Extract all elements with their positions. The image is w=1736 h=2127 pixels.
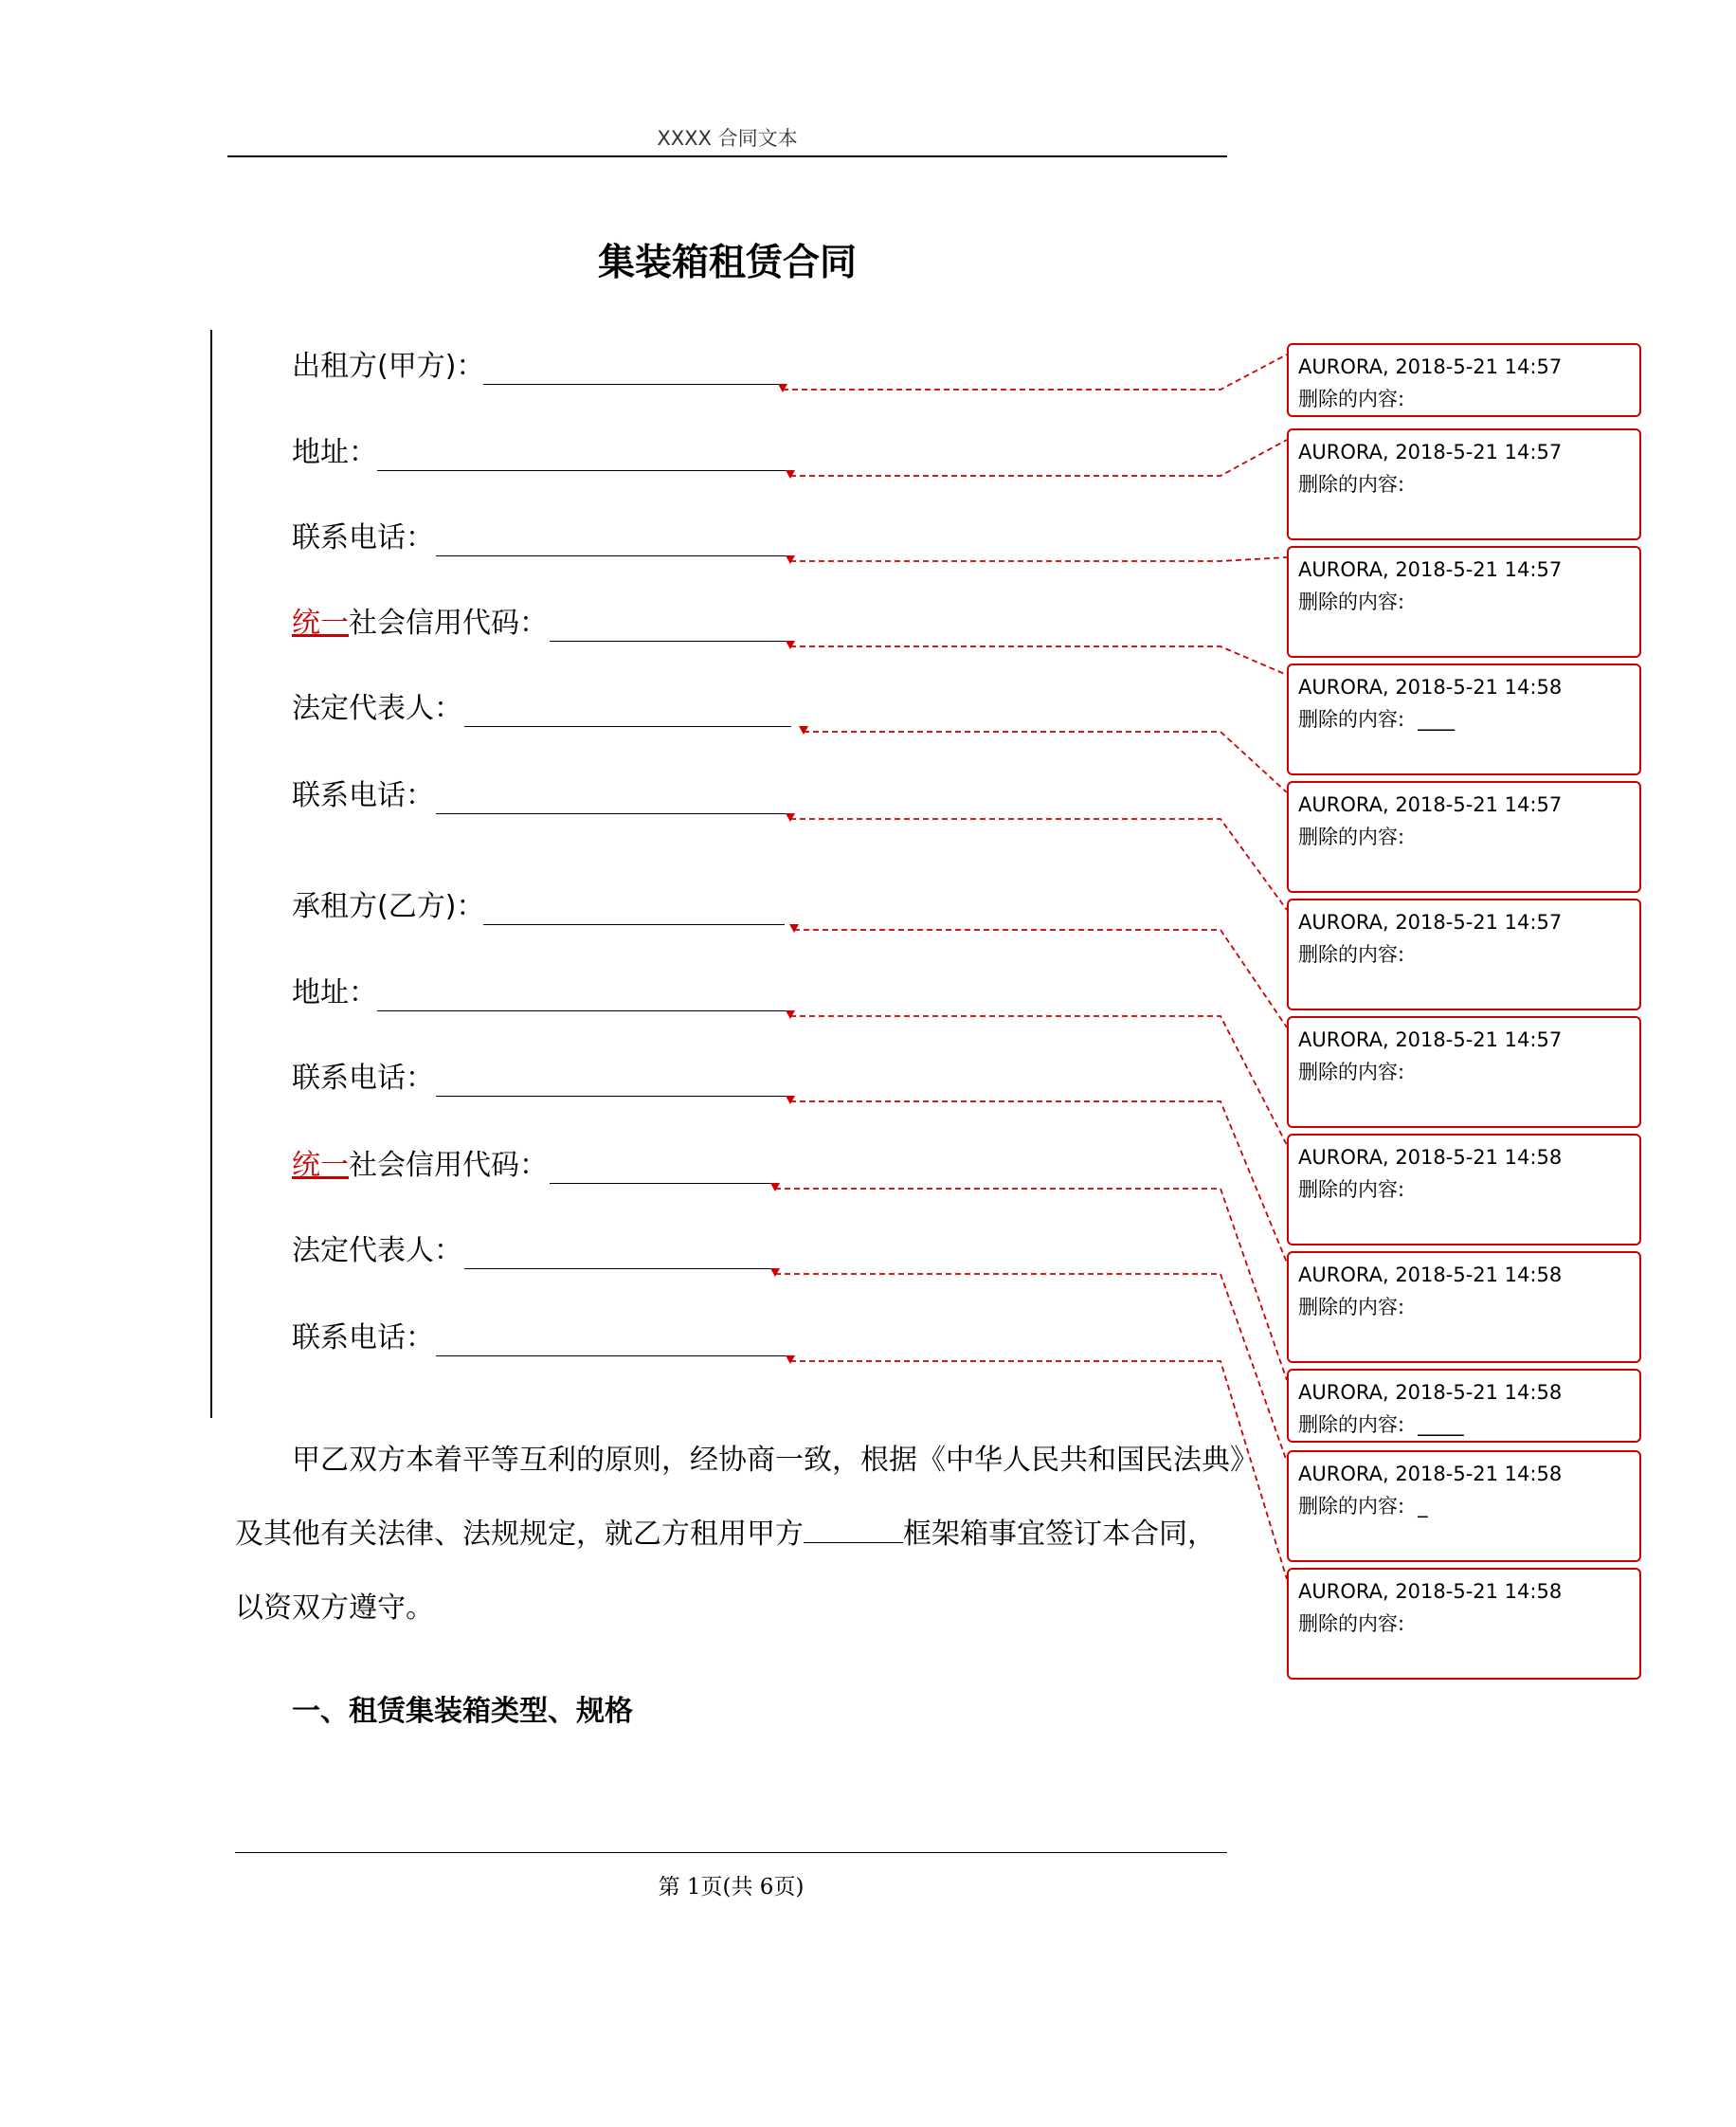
comment-label: 删除的内容: (1298, 1178, 1405, 1201)
comment-label: 删除的内容: (1298, 826, 1405, 848)
running-header: XXXX 合同文本 (657, 127, 798, 150)
comment-author-date: AURORA, 2018-5-21 14:58 (1298, 1463, 1563, 1485)
connector-line (775, 1189, 1287, 1380)
comment-body (1298, 1173, 1630, 1206)
field-label: 联系电话： (292, 1321, 434, 1354)
comment-label: 删除的内容: (1298, 1495, 1405, 1518)
inserted-text: 统一 (292, 607, 349, 640)
revision-comment[interactable] (1287, 1134, 1641, 1245)
revision-comment[interactable] (1287, 428, 1641, 540)
intro-line-3: 以资双方遵守。 (235, 1591, 434, 1625)
comment-label: 删除的内容: (1298, 708, 1405, 731)
comment-author-date: AURORA, 2018-5-21 14:58 (1298, 1381, 1563, 1404)
comment-label: 删除的内容: (1298, 473, 1405, 496)
comment-label: 删除的内容: (1298, 1296, 1405, 1318)
field-label: 统一社会信用代码： (292, 607, 548, 640)
deleted-content: _____ (1418, 1413, 1463, 1436)
comment-label: 删除的内容: (1298, 591, 1405, 613)
deleted-content: _ (1418, 1495, 1427, 1518)
comment-author-date: AURORA, 2018-5-21 14:57 (1298, 441, 1563, 464)
field-label: 联系电话： (292, 779, 434, 812)
field-label: 法定代表人： (292, 692, 462, 725)
connector-line (804, 732, 1287, 792)
connector-line (790, 1361, 1287, 1579)
connector-line (790, 1016, 1287, 1145)
connector-line (783, 354, 1287, 390)
field-label: 统一社会信用代码： (292, 1149, 548, 1182)
anchor-marker (789, 924, 799, 933)
comment-body (1298, 1409, 1630, 1441)
connector-line (775, 1274, 1287, 1462)
field-label: 法定代表人： (292, 1234, 462, 1267)
comment-body (1298, 1490, 1630, 1522)
comment-body (1298, 586, 1630, 618)
deleted-content: ____ (1418, 708, 1455, 731)
connector-line (790, 646, 1287, 675)
anchor-marker (786, 555, 795, 564)
section-heading: 一、租赁集装箱类型、规格 (292, 1695, 633, 1728)
comment-body (1298, 938, 1630, 971)
anchor-marker (786, 813, 795, 822)
intro-line-1: 甲乙双方本着平等互利的原则，经协商一致，根据《中华人民共和国民法典》 (292, 1444, 1258, 1477)
comment-label: 删除的内容: (1298, 388, 1405, 410)
comment-body (1298, 383, 1630, 415)
comment-body (1298, 1056, 1630, 1088)
footer-rule (235, 1852, 1227, 1853)
anchor-marker (770, 1183, 780, 1191)
comment-author-date: AURORA, 2018-5-21 14:57 (1298, 1028, 1563, 1051)
comment-author-date: AURORA, 2018-5-21 14:58 (1298, 1146, 1563, 1169)
comment-author-date: AURORA, 2018-5-21 14:58 (1298, 676, 1563, 699)
field-label: 地址： (292, 436, 377, 469)
comment-label: 删除的内容: (1298, 1061, 1405, 1083)
revision-comment[interactable] (1287, 1450, 1641, 1562)
comment-author-date: AURORA, 2018-5-21 14:58 (1298, 1580, 1563, 1603)
anchor-marker (778, 384, 787, 392)
anchor-marker (786, 1010, 795, 1019)
comment-author-date: AURORA, 2018-5-21 14:57 (1298, 558, 1563, 581)
revision-comment[interactable] (1287, 664, 1641, 775)
comment-author-date: AURORA, 2018-5-21 14:58 (1298, 1263, 1563, 1286)
comment-label: 删除的内容: (1298, 1612, 1405, 1635)
revision-comment[interactable] (1287, 343, 1641, 417)
connector-line (794, 930, 1287, 1027)
comment-author-date: AURORA, 2018-5-21 14:57 (1298, 911, 1563, 934)
field-label: 联系电话： (292, 521, 434, 554)
connector-line (790, 557, 1287, 561)
connector-line (790, 1101, 1287, 1263)
comment-body (1298, 1608, 1630, 1640)
field-label: 承租方(乙方)： (292, 890, 485, 923)
revision-comment[interactable] (1287, 1251, 1641, 1363)
comment-body (1298, 468, 1630, 500)
anchor-marker (770, 1268, 780, 1277)
intro-line-2: 及其他有关法律、法规规定，就乙方租用甲方 框架箱事宜签订本合同， (235, 1510, 1213, 1552)
anchor-marker (786, 470, 795, 479)
anchor-marker (786, 1096, 795, 1104)
comment-author-date: AURORA, 2018-5-21 14:57 (1298, 355, 1563, 378)
anchor-marker (799, 726, 808, 735)
comment-body (1298, 821, 1630, 853)
revision-comment[interactable] (1287, 781, 1641, 893)
revision-comment[interactable] (1287, 899, 1641, 1010)
comment-label: 删除的内容: (1298, 943, 1405, 966)
document-title: 集装箱租赁合同 (597, 242, 857, 284)
anchor-marker (786, 641, 795, 649)
field-label: 地址： (292, 976, 377, 1009)
comment-body (1298, 703, 1630, 736)
connector-line (790, 440, 1287, 476)
field-label: 出租方(甲方)： (292, 350, 485, 383)
field-label: 联系电话： (292, 1062, 434, 1095)
revision-comment[interactable] (1287, 1016, 1641, 1128)
revision-comment[interactable] (1287, 1568, 1641, 1680)
page-number: 第 1页(共 6页) (658, 1875, 805, 1900)
connector-line (790, 819, 1287, 910)
inserted-text: 统一 (292, 1149, 349, 1182)
anchor-marker (786, 1355, 795, 1364)
revision-comment[interactable] (1287, 546, 1641, 658)
comment-label: 删除的内容: (1298, 1413, 1405, 1436)
revision-comment[interactable] (1287, 1369, 1641, 1443)
comment-author-date: AURORA, 2018-5-21 14:57 (1298, 793, 1563, 816)
comment-body (1298, 1291, 1630, 1323)
